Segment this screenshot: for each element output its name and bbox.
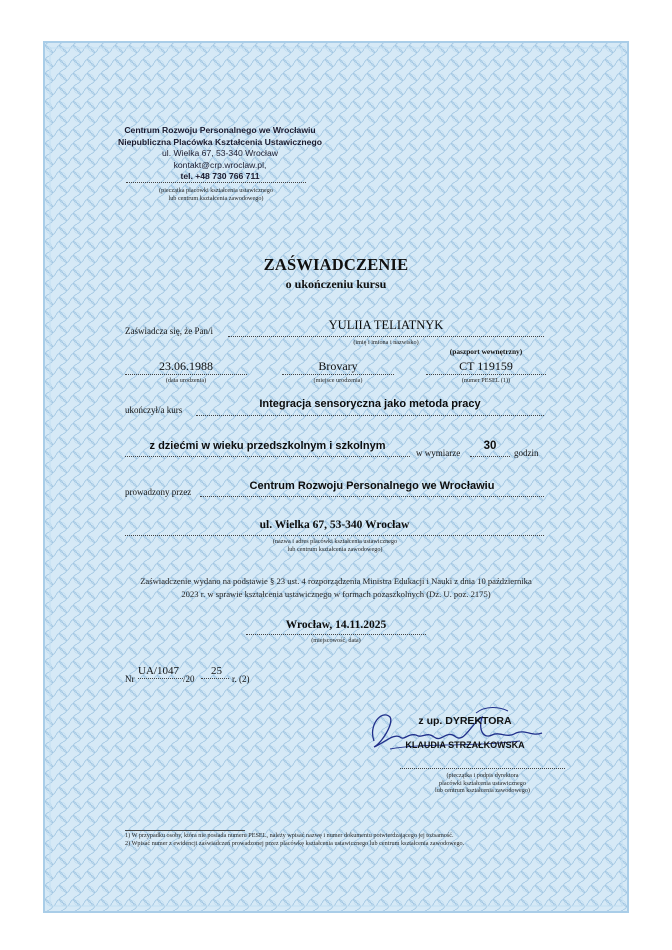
stamp-line-1: Centrum Rozwoju Personalnego we Wrocławiu: [124, 125, 316, 135]
hours-label: w wymiarze: [416, 448, 461, 458]
footnote-1: 1) W przypadku osoby, która nie posiada numeru PESEL, należy wpisać nazwę i numer dokumentu potwierdzającego jej tożsamość.: [125, 832, 454, 839]
year-line: [201, 678, 229, 679]
number-year: 25: [211, 665, 222, 677]
person-name-caption: (imię i imiona i nazwisko): [353, 339, 419, 346]
document-caption: (numer PESEL (1)): [461, 377, 511, 384]
director-caption-line-3: lub centrum kształcenia zawodowego): [434, 787, 530, 795]
stamp-caption-line-2: lub centrum kształcenia zawodowego): [168, 194, 264, 202]
document-subtitle: o ukończeniu kursu: [285, 277, 387, 291]
birth-place: Brovary: [318, 359, 358, 373]
course-label: ukończył/a kurs: [125, 405, 183, 415]
director-caption: [400, 772, 565, 795]
provider-line-1: [200, 496, 544, 497]
document-number: CT 119159: [459, 359, 513, 373]
stamp-line-4: kontakt@crp.wroclaw.pl,: [173, 159, 267, 170]
provider-address: ul. Wielka 67, 53-340 Wrocław: [259, 519, 410, 531]
stamp-line-2: Niepubliczna Placówka Kształcenia Ustawicznego: [118, 136, 322, 147]
issue-place-date: Wrocław, 14.11.2025: [285, 619, 387, 631]
document-line: [426, 374, 546, 375]
hours-unit: godzin: [514, 448, 539, 458]
footnotes: [125, 832, 565, 848]
issue-caption: (miejscowość, data): [311, 637, 361, 644]
birth-date-line: [125, 374, 247, 375]
document-type: (paszport wewnętrzny): [449, 347, 523, 356]
stamp-dotted-line: [126, 182, 306, 183]
legal-basis: [118, 575, 554, 601]
footnote-2: 2) Wpisać numer z ewidencji zaświadczeń prowadzonej przez placówkę kształcenia ustawicznego lub centrum kształcenia zawodowego.: [125, 840, 465, 847]
number-prefix: Nr: [125, 674, 135, 684]
number-year-prefix: /20: [183, 674, 195, 684]
number-suffix: r. (2): [232, 674, 250, 684]
footnote-rule: [125, 830, 245, 831]
director-caption-line-2: placówki kształcenia ustawicznego: [439, 779, 526, 787]
legal-basis-line-1: Zaświadczenie wydano na podstawie § 23 ust. 4 rozporządzenia Ministra Edukacji i Nauki z dnia 10 października: [140, 576, 532, 586]
course-line-1: [196, 415, 544, 416]
birth-date-caption: (data urodzenia): [165, 377, 207, 384]
provider-label: prowadzony przez: [125, 487, 192, 497]
provider-caption-line-1: (nazwa i adres placówki kształcenia ustawicznego: [272, 538, 398, 545]
birth-date: 23.06.1988: [159, 359, 213, 373]
director-stamp-line-2: KLAUDIA STRZAŁKOWSKA: [405, 740, 525, 750]
birth-place-line: [282, 374, 394, 375]
director-caption-line-1: (pieczątka i podpis dyrektora: [446, 772, 519, 779]
hours-line: [470, 456, 510, 457]
institution-stamp: [115, 125, 325, 183]
provider-caption-line-2: lub centrum kształcenia zawodowego): [287, 545, 383, 553]
course-name-line-1: Integracja sensoryczna jako metoda pracy: [259, 398, 481, 410]
stamp-caption-line-1: (pieczątka placówki kształcenia ustawicznego: [159, 187, 273, 194]
issue-line: [246, 634, 426, 635]
provider-caption: [200, 538, 470, 553]
director-line: [400, 768, 565, 769]
person-label: Zaświadcza się, że Pan/i: [125, 326, 213, 336]
hours-value: 30: [483, 440, 497, 452]
provider-line-2: [125, 535, 544, 536]
course-line-2: [125, 456, 410, 457]
director-stamp-line-1: z up. DYREKTORA: [418, 715, 512, 727]
stamp-line-3: ul. Wielka 67, 53-340 Wrocław: [162, 148, 278, 158]
number-value: UA/1047: [138, 665, 179, 677]
stamp-line-5: tel. +48 730 766 711: [180, 171, 260, 181]
legal-basis-line-2: 2023 r. w sprawie kształcenia ustawicznego w formach pozaszkolnych (Dz. U. poz. 2175): [181, 589, 491, 599]
provider-name: Centrum Rozwoju Personalnego we Wrocławiu: [249, 480, 495, 492]
person-name: YULIIA TELIATNYK: [328, 318, 444, 332]
birth-place-caption: (miejsce urodzenia): [313, 377, 363, 384]
registration-number: [125, 665, 285, 685]
document-title: ZAŚWIADCZENIE: [263, 255, 409, 274]
name-line: [228, 336, 544, 337]
course-name-line-2: z dziećmi w wieku przedszkolnym i szkolnym: [149, 440, 386, 452]
director-signature: [360, 703, 550, 761]
number-line: [138, 678, 183, 679]
stamp-caption: [116, 187, 316, 202]
